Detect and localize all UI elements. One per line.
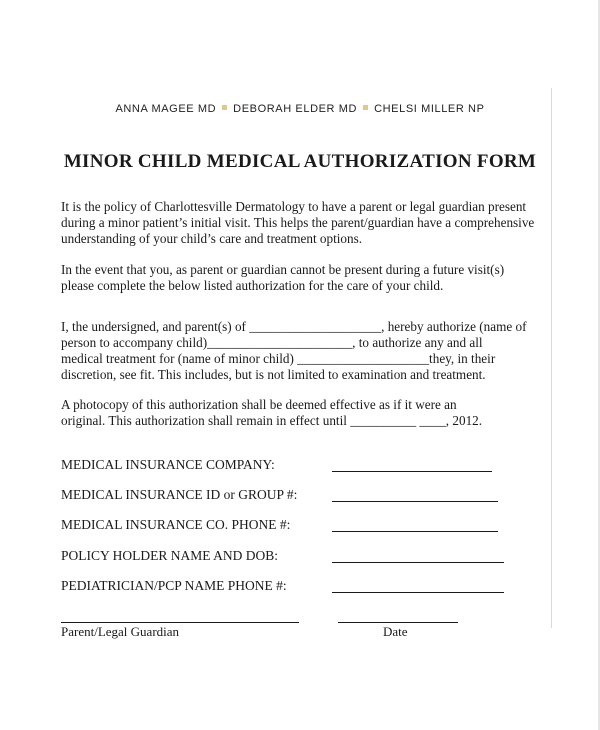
policy-holder-field[interactable] bbox=[332, 562, 504, 563]
insurance-phone-label: MEDICAL INSURANCE CO. PHONE #: bbox=[61, 517, 291, 532]
insurance-company-label: MEDICAL INSURANCE COMPANY: bbox=[61, 457, 275, 472]
provider-name: DEBORAH ELDER MD bbox=[233, 103, 358, 115]
paragraph-line: understanding of your child’s care and treatment options. bbox=[61, 231, 363, 246]
paragraph-line: please complete the below listed authorization for the care of your child. bbox=[61, 278, 444, 293]
paragraph-line: during a minor patient’s initial visit. This helps the parent/guardian have a comprehensive bbox=[61, 215, 535, 230]
guardian-signature-label: Parent/Legal Guardian bbox=[61, 624, 180, 639]
separator-square-icon bbox=[222, 105, 227, 110]
provider-header bbox=[0, 103, 600, 115]
paragraph-line: In the event that you, as parent or guardian cannot be present during a future visit(s) bbox=[61, 262, 505, 277]
paragraph-line: discretion, see fit. This includes, but is not limited to examination and treatment. bbox=[61, 367, 486, 382]
form-title: MINOR CHILD MEDICAL AUTHORIZATION FORM bbox=[63, 151, 537, 172]
photocopy-paragraph bbox=[61, 397, 541, 429]
paragraph-line: A photocopy of this authorization shall be deemed effective as if it were an bbox=[61, 397, 457, 412]
insurance-company-field[interactable] bbox=[332, 471, 492, 472]
paragraph-line: It is the policy of Charlottesville Dermatology to have a parent or legal guardian present bbox=[61, 199, 527, 214]
insurance-phone-field[interactable] bbox=[332, 531, 498, 532]
pediatrician-label: PEDIATRICIAN/PCP NAME PHONE #: bbox=[61, 578, 287, 593]
paragraph-line: person to accompany child)______________________, to authorize any and all bbox=[61, 335, 483, 350]
authorization-paragraph bbox=[61, 319, 541, 383]
policy-paragraph bbox=[61, 199, 541, 247]
pediatrician-field[interactable] bbox=[332, 592, 504, 593]
paragraph-line: original. This authorization shall remain in effect until __________ ____, 2012. bbox=[61, 413, 483, 428]
guardian-signature-field[interactable] bbox=[61, 622, 299, 623]
insurance-id-field[interactable] bbox=[332, 501, 498, 502]
date-label: Date bbox=[383, 624, 408, 639]
paragraph-line: medical treatment for (name of minor child) ____________________they, in their bbox=[61, 351, 496, 366]
provider-name: CHELSI MILLER NP bbox=[374, 103, 485, 115]
event-paragraph bbox=[61, 262, 541, 294]
date-field[interactable] bbox=[338, 622, 458, 623]
provider-name: ANNA MAGEE MD bbox=[115, 103, 217, 115]
policy-holder-label: POLICY HOLDER NAME AND DOB: bbox=[61, 548, 279, 563]
separator-square-icon bbox=[363, 105, 368, 110]
paragraph-line: I, the undersigned, and parent(s) of ____________________, hereby authorize (name of bbox=[61, 319, 527, 334]
insurance-id-label: MEDICAL INSURANCE ID or GROUP #: bbox=[61, 487, 298, 502]
